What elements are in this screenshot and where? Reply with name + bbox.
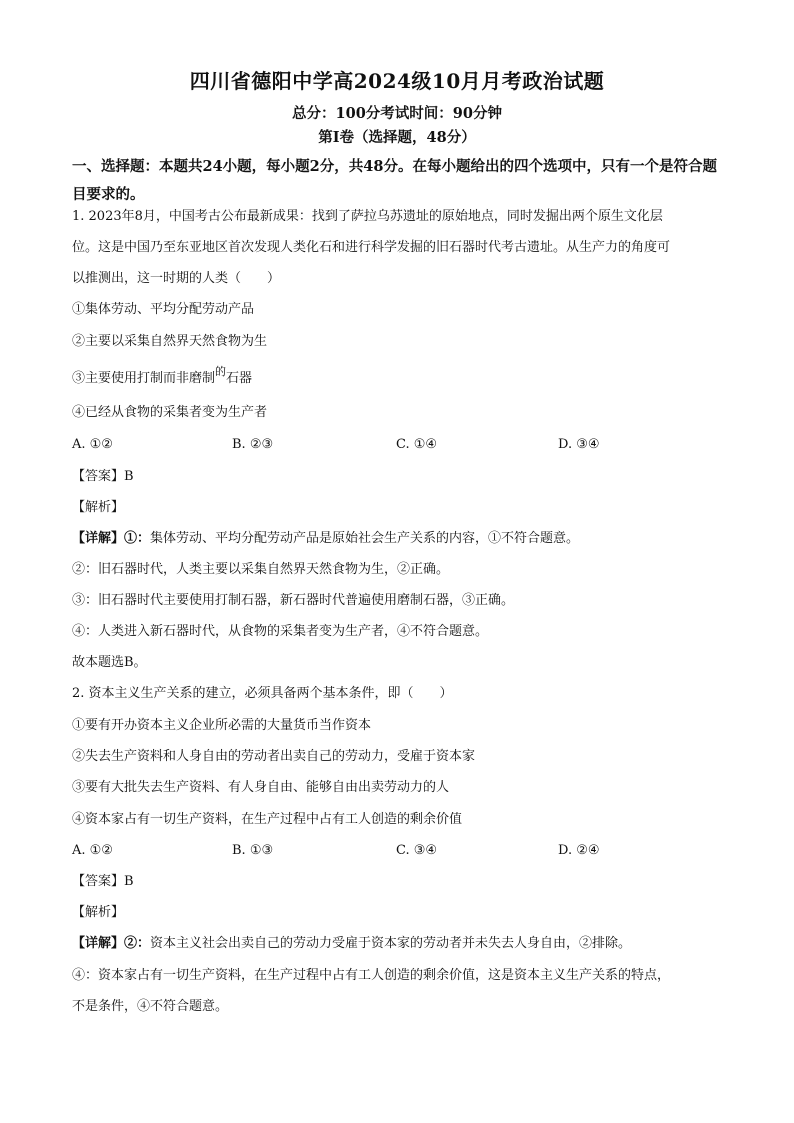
q2-option-c: C. ③④ — [396, 843, 438, 858]
q2-item-3: ③要有大批失去生产资料、有人身自由、能够自由出卖劳动力的人 — [72, 780, 450, 795]
q2-analysis-label: 【解析】 — [72, 905, 125, 920]
q1-stem-line-2: 位。这是中国乃至东亚地区首次发现人类化石和进行科学发掘的旧石器时代考古遗址。从生产力的角度可 — [72, 240, 671, 255]
q2-detail-3: 不是条件，④不符合题意。 — [72, 999, 229, 1014]
q1-item-2: ②主要以采集自然界天然食物为生 — [72, 334, 268, 349]
q1-detail-1 — [72, 529, 732, 549]
q2-detail-tag: 【详解】②： — [72, 936, 151, 951]
q2-option-b: B. ①③ — [232, 843, 274, 858]
q2-answer: 【答案】B — [72, 874, 134, 889]
q2-detail-1 — [72, 934, 732, 954]
q2-item-1: ①要有开办资本主义企业所必需的大量货币当作资本 — [72, 718, 372, 733]
q2-detail-1-text: 资本主义社会出卖自己的劳动力受雇于资本家的劳动者并未失去人身自由，②排除。 — [150, 936, 632, 951]
volume-heading: 第Ⅰ卷（选择题，48分） — [318, 129, 476, 146]
q2-item-4: ④资本家占有一切生产资料，在生产过程中占有工人创造的剩余价值 — [72, 812, 463, 827]
q1-item-3 — [72, 365, 732, 389]
section-instructions: 一、选择题：本题共24小题，每小题2分，共48分。在每小题给出的四个选项中，只有一个是符合题目要求的。 — [72, 158, 717, 203]
q1-option-b: B. ②③ — [232, 437, 274, 452]
q1-answer: 【答案】B — [72, 469, 134, 484]
q1-option-c: C. ①④ — [396, 437, 438, 452]
q1-stem-line-3: 以推测出，这一时期的人类（ ） — [72, 271, 281, 286]
q2-option-a: A. ①② — [72, 843, 113, 858]
q2-stem: 2. 资本主义生产关系的建立，必须具备两个基本条件，即（ ） — [72, 686, 453, 701]
q1-detail-tag: 【详解】①： — [72, 531, 151, 546]
q1-analysis-label: 【解析】 — [72, 500, 125, 515]
q1-detail-4: ④：人类进入新石器时代，从食物的采集者变为生产者，④不符合题意。 — [72, 624, 489, 639]
q1-option-d: D. ③④ — [558, 437, 600, 452]
q1-item-1: ①集体劳动、平均分配劳动产品 — [72, 302, 255, 317]
exam-title: 四川省德阳中学高2024级10月月考政治试题 — [189, 69, 605, 93]
q1-stem-line-1: 1. 2023年8月，中国考古公布最新成果：找到了萨拉乌苏遗址的原始地点，同时发掘出两个原生文化层 — [72, 209, 663, 224]
q1-item-3-text: ③主要使用打制而非磨制 — [72, 371, 216, 386]
q2-option-d: D. ②④ — [558, 843, 600, 858]
q1-detail-1-text: 集体劳动、平均分配劳动产品是原始社会生产关系的内容，①不符合题意。 — [150, 531, 580, 546]
q1-detail-3: ③：旧石器时代主要使用打制石器，新石器时代普遍使用磨制石器，③正确。 — [72, 593, 515, 608]
score-time-info: 总分：100分考试时间：90分钟 — [292, 105, 502, 122]
q1-detail-2: ②：旧石器时代，人类主要以采集自然界天然食物为生，②正确。 — [72, 562, 450, 577]
q1-item-4: ④已经从食物的采集者变为生产者 — [72, 405, 268, 420]
q2-detail-2: ④：资本家占有一切生产资料，在生产过程中占有工人创造的剩余价值，这是资本主义生产关系的特点， — [72, 968, 671, 983]
q1-conclusion: 故本题选B。 — [72, 655, 147, 670]
q1-option-a: A. ①② — [72, 437, 113, 452]
q1-item-3-tail: 石器 — [226, 371, 253, 386]
q2-item-2: ②失去生产资料和人身自由的劳动者出卖自己的劳动力，受雇于资本家 — [72, 749, 476, 764]
q1-item-3-sup: 的 — [215, 365, 227, 378]
